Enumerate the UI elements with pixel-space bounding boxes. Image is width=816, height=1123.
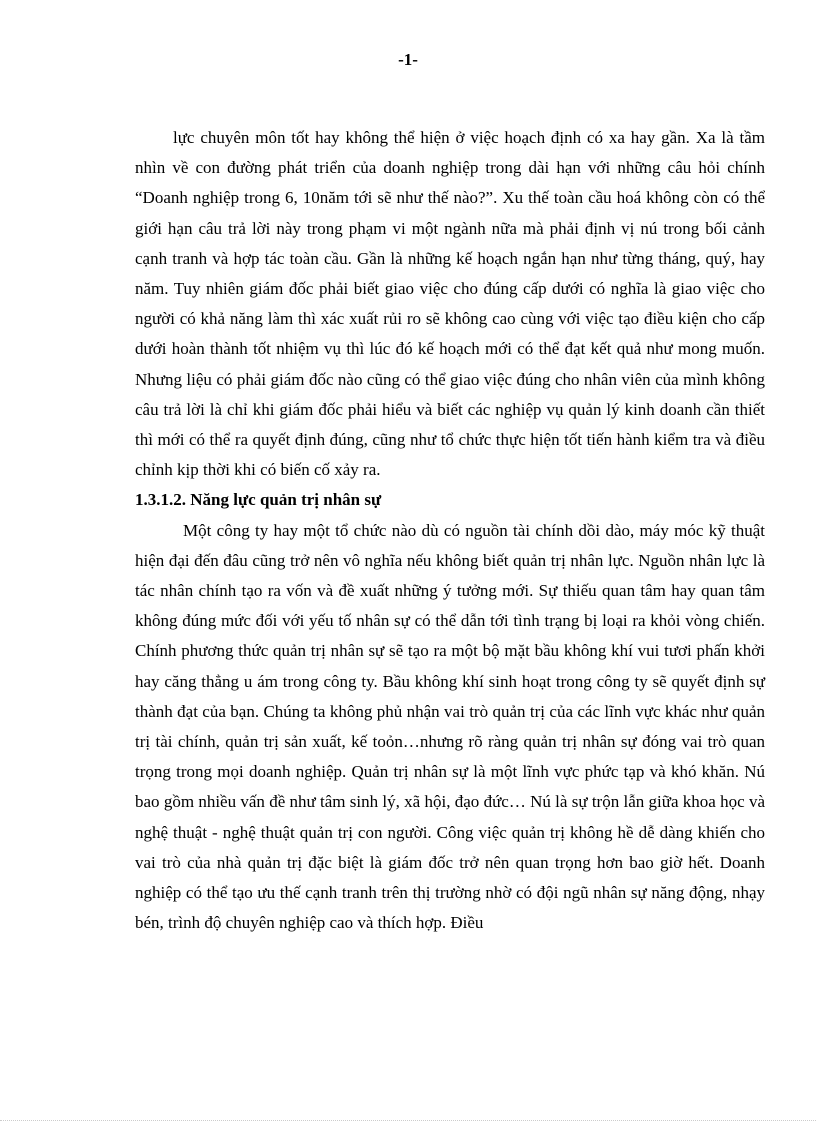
paragraph-hr-management: Một công ty hay một tổ chức nào dù có nguồn tài chính dồi dào, máy móc kỹ thuật hiện đại đến đâu cũng trở nên vô nghĩa nếu không biết quản trị nhân lực. Nguồn nhân lực là tác nhân chính tạo ra vốn và đề xuất những ý tưởng mới. Sự thiếu quan tâm hay quan tâm không đúng mức đối với yếu tố nhân sự có thể dẫn tới tình trạng bị loại ra khỏi vòng chiến. Chính phương thức quản trị nhân sự sẽ tạo ra một bộ mặt bầu không khí vui tươi phấn khởi hay căng thẳng u ám trong công ty. Bầu không khí sinh hoạt trong công ty sẽ quyết định sự thành đạt của bạn. Chúng ta không phủ nhận vai trò quản trị của các lĩnh vực khác như quản trị tài chính, quản trị sản xuất, kế toỏn…nhưng rõ ràng quản trị nhân sự đóng vai trò quan trọng trong mọi doanh nghiệp. Quản trị nhân sự là một lĩnh vực phức tạp và khó khăn. Nú bao gồm nhiều vấn đề như tâm sinh lý, xã hội, đạo đức… Nú là sự trộn lẫn giữa khoa học và nghệ thuật - nghệ thuật quản trị con người. Công việc quản trị không hề dễ dàng khiến cho vai trò của nhà quản trị đặc biệt là giám đốc trở nên quan trọng hơn bao giờ hết. Doanh nghiệp có thể tạo ưu thế cạnh tranh trên thị trường nhờ có đội ngũ nhân sự năng động, nhạy bén, trình độ chuyên nghiệp cao và thích hợp. Điều: [135, 520, 765, 933]
page-bottom-divider: [0, 1120, 816, 1121]
document-body: [135, 123, 765, 938]
section-heading: 1.3.1.2. Năng lực quản trị nhân sự: [135, 490, 382, 510]
page-number: -1-: [398, 50, 418, 69]
paragraph-capability-planning: lực chuyên môn tốt hay không thể hiện ở việc hoạch định có xa hay gần. Xa là tầm nhìn về con đường phát triển của doanh nghiệp trong dài hạn với những câu hỏi chính “Doanh nghiệp trong 6, 10năm tới sẽ như thế nào?”. Xu thế toàn cầu hoá không còn có thể giới hạn câu trả lời này trong phạm vi một ngành nữa mà phải định vị nú trong bối cảnh cạnh tranh và hợp tác toàn cầu. Gần là những kế hoạch ngắn hạn như từng tháng, quý, hay năm. Tuy nhiên giám đốc phải biết giao việc cho đúng cấp dưới có nghĩa là giao việc cho người có khả năng làm thì xác xuất rủi ro sẽ không cao cùng với việc tạo điều kiện cho cấp dưới hoàn thành tốt nhiệm vụ thì lúc đó kế hoạch mới có thể đạt kết quả như mong muốn. Nhưng liệu có phải giám đốc nào cũng có thể giao việc đúng cho nhân viên của mình không câu trả lời là chỉ khi giám đốc phải hiểu và biết các nghiệp vụ quản lý kinh doanh cần thiết thì mới có thể ra quyết định đúng, cũng như tổ chức thực hiện tốt tiến hành kiểm tra và điều chỉnh kịp thời khi có biến cố xảy ra.: [135, 128, 765, 480]
